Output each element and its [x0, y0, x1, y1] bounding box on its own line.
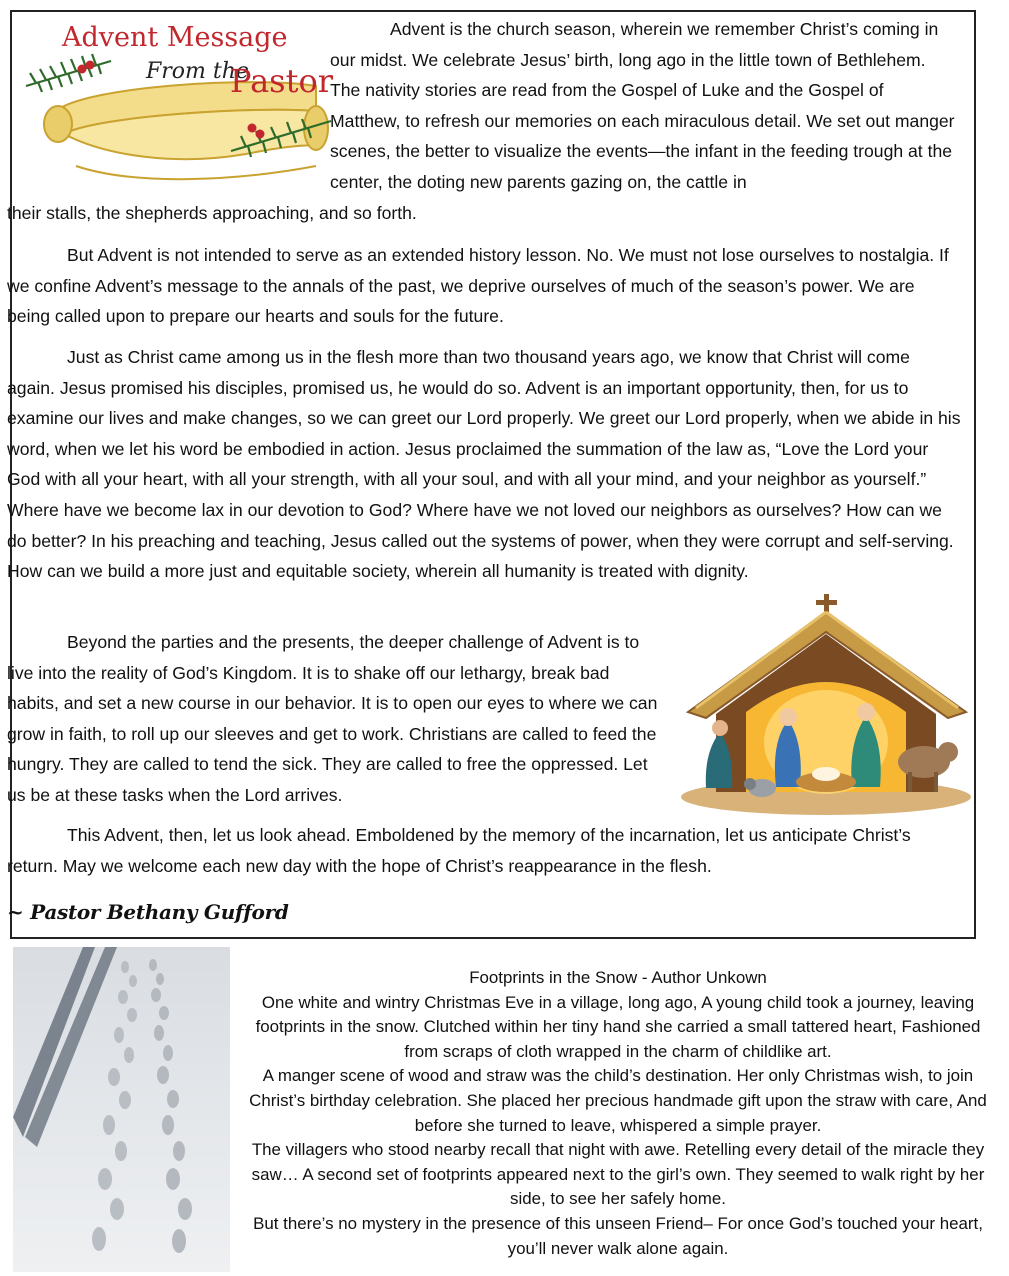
poem-stanza-1: One white and wintry Christmas Eve in a village, long ago, A young child took a journey, leaving footprints in the snow. Clutched within her tiny hand she carried a small tattered heart, Fashioned from scraps of cloth wrapped in the charm of childlike art. — [255, 992, 981, 1061]
advent-message-logo — [16, 16, 336, 188]
poem-stanza-4: But there’s no mystery in the presence of this unseen Friend– For once God’s touched your heart, you’ll never walk alone again. — [253, 1213, 983, 1258]
nativity-scene-image — [676, 592, 974, 820]
poem-footprints-in-the-snow — [238, 966, 998, 1261]
intro-paragraph: Advent is the church season, wherein we remember Christ’s coming in our midst. We celebrate Jesus’ birth, long ago in the little town of Bethlehem. The nativity stories are read from the Gospel of Luke and the Gospel of Matthew, to refresh our memories on each miraculous detail. We set out manger scenes, the better to visualize the events—the infant in the feeding trough at the center, the doting new parents gazing on, the cattle in — [330, 19, 955, 192]
poem-title: Footprints in the Snow - Author Unkown — [469, 968, 767, 987]
paragraph-look-ahead: This Advent, then, let us look ahead. Emboldened by the memory of the incarnation, let us anticipate Christ’s return. May we welcome each new day with the hope of Christ’s reappearance in the flesh. — [7, 825, 911, 876]
paragraph-history-lesson: But Advent is not intended to serve as an extended history lesson. No. We must not lose ourselves to nostalgia. If we confine Advent’s message to the annals of the past, we deprive ourselves of much of the season’s power. We are being called upon to prepare our hearts and souls for the future. — [7, 245, 949, 327]
poem-stanza-3: The villagers who stood nearby recall that night with awe. Retelling every detail of the miracle they saw… A second set of footprints appeared next to the girl’s own. They seemed to walk right by her side, to see her safely home. — [251, 1140, 985, 1209]
footprints-in-snow-photo — [13, 947, 230, 1272]
logo-title-line2: From the — [146, 59, 249, 84]
logo-title-line1: Advent Message — [62, 22, 288, 53]
logo-title-line3: Pastor — [230, 62, 334, 100]
pastor-signature: ~ Pastor Bethany Gufford — [7, 900, 289, 924]
paragraph-gods-kingdom: Beyond the parties and the presents, the deeper challenge of Advent is to live into the reality of God’s Kingdom. It is to shake off our lethargy, break bad habits, and set a new course in our behavior. It is to open our eyes to where we can grow in faith, to roll up our sleeves and get to work. Christians are called to feed the hungry. They are called to tend the sick. They are called to free the oppressed. Let us be at these tasks when the Lord arrives. — [7, 632, 658, 805]
intro-paragraph-continued: their stalls, the shepherds approaching, and so forth. — [7, 203, 417, 223]
poem-stanza-2: A manger scene of wood and straw was the child’s destination. Her only Christmas wish, to join Christ’s birthday celebration. She placed her precious handmade gift upon the straw with care, And before she turned to leave, whispered a simple prayer. — [249, 1066, 987, 1135]
paragraph-christ-will-come: Just as Christ came among us in the flesh more than two thousand years ago, we know that Christ will come again. Jesus promised his disciples, promised us, he would do so. Advent is an important opportunity, then, for us to examine our lives and make changes, so we can greet our Lord properly. We greet our Lord properly, when we abide in his word, when we let his word be embodied in action. Jesus proclaimed the summation of the law as, “Love the Lord your God with all your heart, with all your strength, with all your soul, and with all your mind, and your neighbor as yourself.” Where have we become lax in our devotion to God? Where have we not loved our neighbors as ourselves? How can we do better? In his preaching and teaching, Jesus called out the systems of power, when they were corrupt and self-serving. How can we build a more just and equitable society, wherein all humanity is treated with dignity. — [7, 347, 961, 582]
